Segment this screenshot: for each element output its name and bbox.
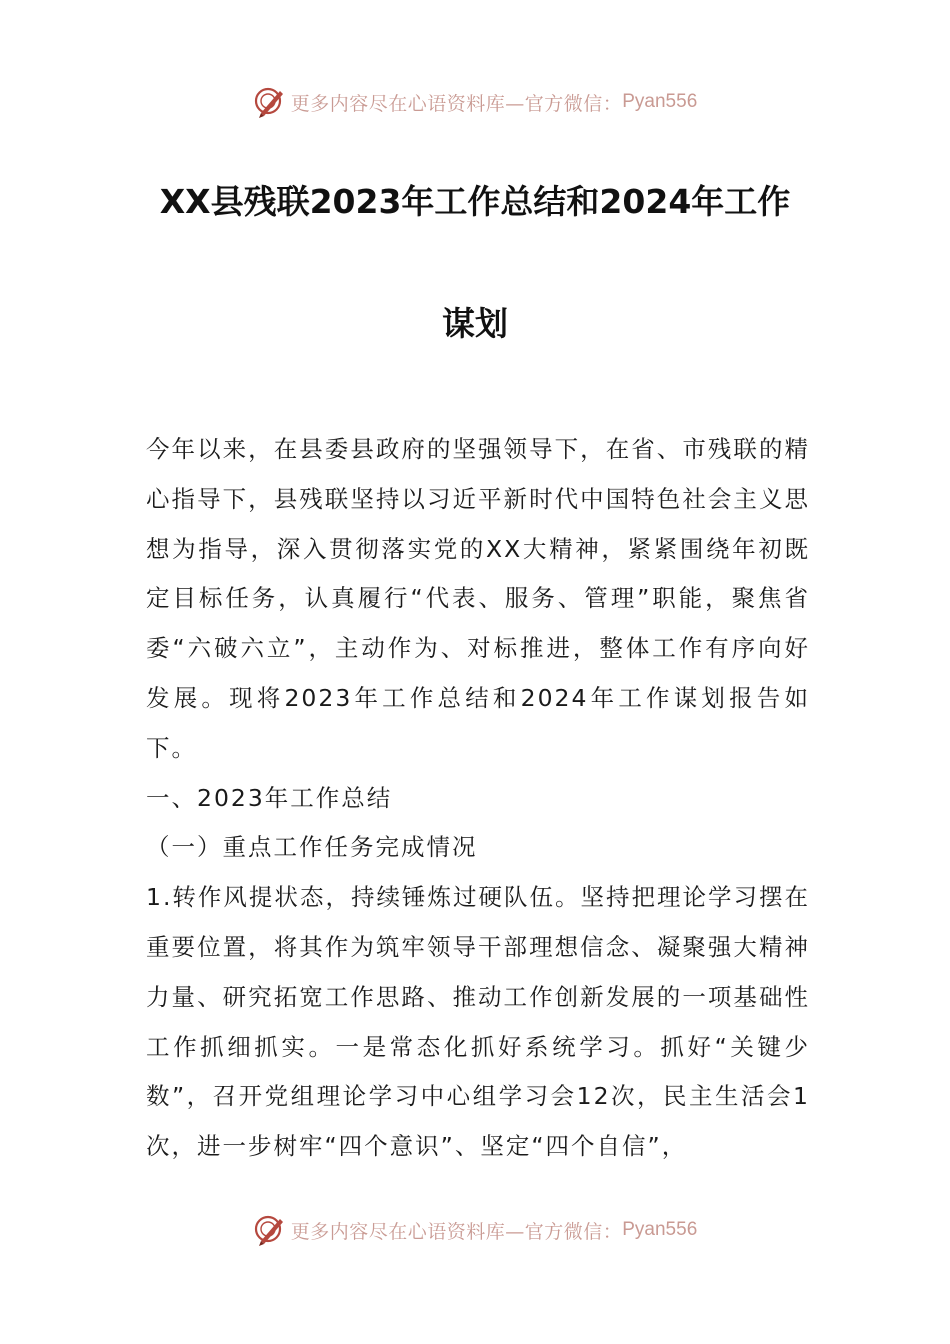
watermark-text: 更多内容尽在心语资料库—官方微信：: [290, 92, 623, 115]
body-paragraph: 1.转作风提状态，持续锤炼过硬队伍。坚持把理论学习摆在重要位置，将其作为筑牢领导干部理想信念、凝聚强大精神力量、研究拓宽工作思路、推动工作创新发展的一项基础性工作抓细抓实。一是常态化抓好系统学习。抓好“关键少数”，召开党组理论学习中心组学习会12次，民主生活会1次，进一步树牢“四个意识”、坚定“四个自信”，: [146, 883, 810, 1161]
document-body: [146, 425, 810, 1172]
section-heading: 一、2023年工作总结: [146, 783, 393, 812]
watermark-footer: [0, 1210, 950, 1250]
document-title-line-2: 谋划: [442, 304, 508, 343]
document-title-line-1: XX县残联2023年工作总结和2024年工作: [159, 182, 791, 221]
pen-logo-icon: [253, 85, 287, 119]
watermark-account: Pyan556: [622, 1219, 698, 1240]
subsection-heading: （一）重点工作任务完成情况: [146, 833, 478, 862]
watermark-text: 更多内容尽在心语资料库—官方微信：: [290, 1220, 623, 1243]
watermark-account: Pyan556: [622, 91, 698, 112]
pen-logo-icon: [253, 1213, 287, 1247]
watermark-header: [0, 82, 950, 122]
intro-paragraph: 今年以来，在县委县政府的坚强领导下，在省、市残联的精心指导下，县残联坚持以习近平新时代中国特色社会主义思想为指导，深入贯彻落实党的XX大精神，紧紧围绕年初既定目标任务，认真履行“代表、服务、管理”职能，聚焦省委“六破六立”，主动作为、对标推进，整体工作有序向好发展。现将2023年工作总结和2024年工作谋划报告如下。: [146, 435, 810, 762]
